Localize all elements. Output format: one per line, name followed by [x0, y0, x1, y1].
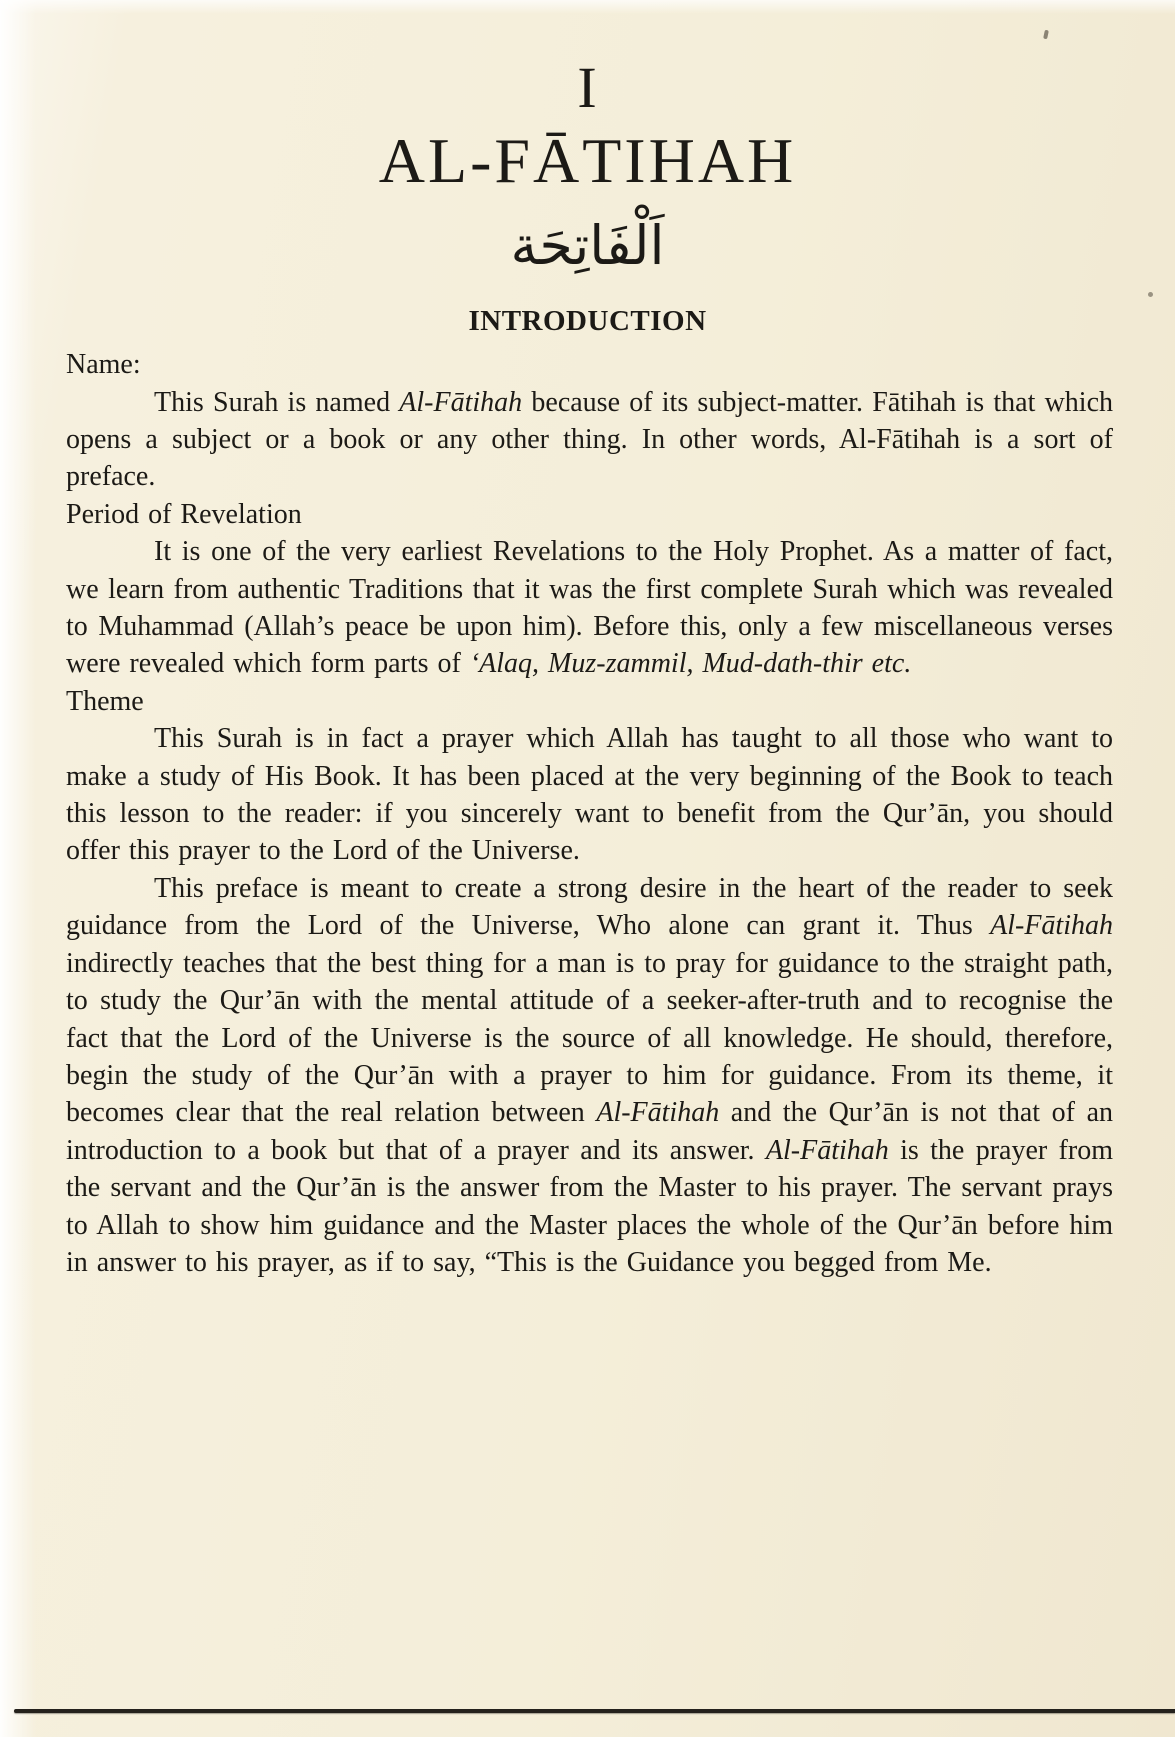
paragraph: [66, 870, 1113, 1281]
page-body: [0, 338, 1175, 1281]
subheading: Theme: [66, 685, 144, 717]
paragraph: [66, 533, 1113, 683]
arabic-calligraphy-title: اَلْفَاتِحَة: [510, 213, 665, 277]
italic-text-run: Al-Fātihah: [399, 386, 523, 418]
text-run: is the prayer from the servant and the Qur’ān is the answer from the Master to his prayer. The servant prays to Allah to show him guidance and the Master places the whole of the Qur’ān before him in answer to his prayer, as if to say, “This is the Guidance you begged from Me.: [66, 1134, 1113, 1278]
italic-text-run: Al-Fātihah: [596, 1097, 720, 1129]
text-run: indirectly teaches that the best thing for a man is to pray for guidance to the straight path, to study the Qur’ān with the mental attitude of a seeker-after-truth and to recognise the fact that the Lord of the Universe is the source of all knowledge. He should, therefore, begin the study of the Qur’ān with a prayer to him for guidance. From its theme, it becomes clear that the real relation between: [66, 947, 1113, 1129]
italic-text-run: Al-Fātihah: [765, 1134, 889, 1166]
chapter-title: AL-FĀTIHAH: [378, 124, 797, 196]
subheading: Name:: [66, 349, 141, 381]
chapter-number: I: [577, 55, 598, 120]
scan-speck: [1148, 292, 1153, 297]
text-run: because of its subject-matter. Fātihah is that which opens a subject or a book or any other thing. In other words, Al-Fātihah is a sort of preface.: [66, 386, 1113, 493]
text-run: This Surah is in fact a prayer which Allah has taught to all those who want to make a study of His Book. It has been placed at the very beginning of the Book to teach this lesson to the reader: if you sincerely want to benefit from the Qur’ān, you should offer this prayer to the Lord of the Universe.: [66, 723, 1113, 867]
page-header: [0, 0, 1175, 338]
introduction-heading: INTRODUCTION: [468, 305, 707, 338]
text-run: It is one of the very earliest Revelations to the Holy Prophet. As a matter of fact, we learn from authentic Traditions that it was the first complete Surah which was revealed to Muhammad (Allah’s peace be upon him). Before this, only a few miscellaneous verses were revealed which form parts of: [66, 536, 1113, 680]
paragraph: [66, 720, 1113, 870]
italic-text-run: Al-Fātihah: [990, 910, 1113, 942]
italic-text-run: ‘Alaq, Muz-zammil, Mud-dath-thir etc.: [469, 648, 912, 680]
subheading: Period of Revelation: [66, 498, 302, 530]
scan-bottom-line: [14, 1709, 1175, 1713]
paragraph: [66, 384, 1113, 496]
text-run: This preface is meant to create a strong desire in the heart of the reader to seek guidance from the Lord of the Universe, Who alone can grant it. Thus: [66, 872, 1113, 942]
text-run: and the Qur’ān is not that of an introduction to a book but that of a prayer and its answer.: [66, 1097, 1113, 1166]
text-run: This Surah is named: [154, 386, 400, 418]
